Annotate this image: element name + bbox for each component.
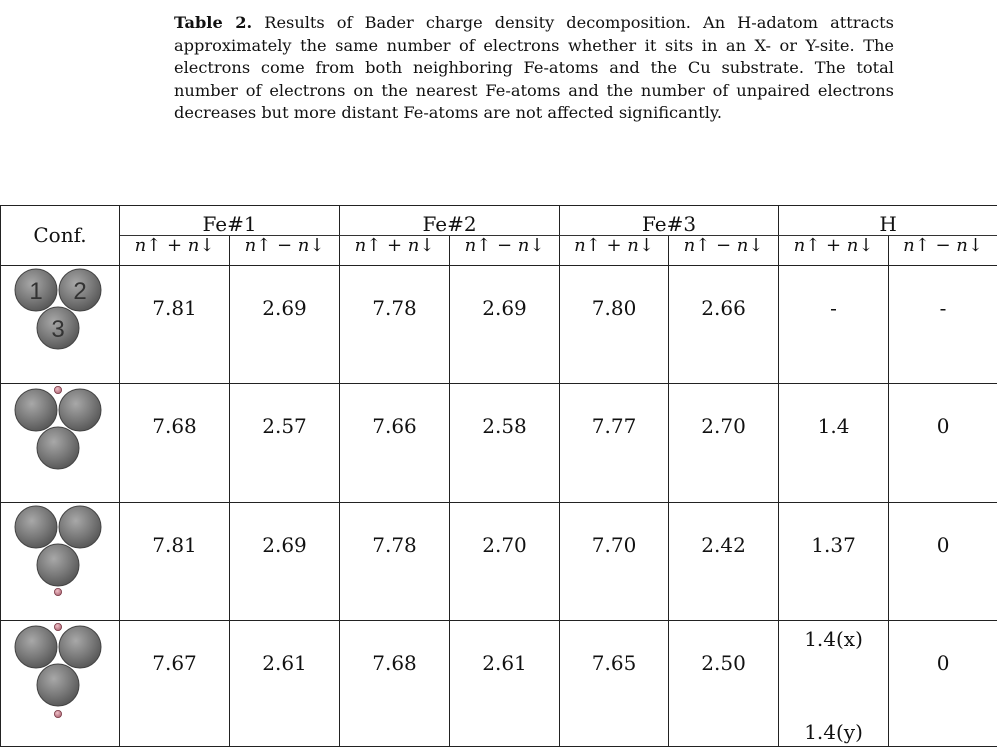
table-row: [1, 621, 997, 747]
sub-sum: n↑ + n↓: [560, 236, 669, 265]
cell: 2.58: [450, 384, 560, 502]
cell: 7.67: [120, 621, 230, 747]
sub-diff: n↑ − n↓: [450, 236, 560, 265]
header-h: H: [779, 206, 997, 236]
cell: 2.70: [450, 502, 560, 620]
fe-trimer-two-h-image: [14, 623, 106, 723]
cell: 1.37: [779, 502, 889, 620]
table-row: [1, 502, 997, 620]
table-caption: [174, 12, 894, 125]
sub-diff: n↑ − n↓: [669, 236, 779, 265]
cell: -: [889, 265, 997, 383]
cell: 0: [889, 502, 997, 620]
fe-trimer-h-top-image: [14, 386, 106, 472]
cell: 0: [889, 384, 997, 502]
sub-sum: n↑ + n↓: [120, 236, 230, 265]
bader-charge-table: [0, 205, 997, 747]
caption-label: Table 2.: [174, 13, 253, 32]
header-fe3: Fe#3: [560, 206, 779, 236]
cell: 7.80: [560, 265, 669, 383]
atom-label-2: 2: [73, 277, 87, 305]
cell: 7.68: [340, 621, 450, 747]
atom-label-1: 1: [29, 277, 43, 305]
header-conf: Conf.: [1, 206, 120, 266]
cell: 0: [889, 621, 997, 747]
sub-diff: n↑ − n↓: [889, 236, 997, 265]
cell: 2.61: [450, 621, 560, 747]
cell: 7.68: [120, 384, 230, 502]
cell: 1.4: [779, 384, 889, 502]
config-cell: [1, 265, 120, 383]
cell-h-y: 1.4(y): [804, 720, 863, 744]
cell: 2.70: [669, 384, 779, 502]
sub-sum: n↑ + n↓: [779, 236, 889, 265]
cell: 7.70: [560, 502, 669, 620]
table-row: [1, 384, 997, 502]
sub-diff: n↑ − n↓: [230, 236, 340, 265]
cell-h-split: [779, 621, 889, 747]
cell: 7.81: [120, 502, 230, 620]
atom-label-3: 3: [51, 315, 65, 343]
table-row: [1, 265, 997, 383]
cell: 7.78: [340, 265, 450, 383]
cell: 2.42: [669, 502, 779, 620]
cell: 7.66: [340, 384, 450, 502]
cell: 2.69: [230, 502, 340, 620]
fe-trimer-labeled-image: [14, 268, 106, 354]
cell: 2.61: [230, 621, 340, 747]
sub-sum: n↑ + n↓: [340, 236, 450, 265]
config-cell: [1, 384, 120, 502]
header-fe2: Fe#2: [340, 206, 560, 236]
config-cell: [1, 502, 120, 620]
cell: 2.69: [450, 265, 560, 383]
header-fe1: Fe#1: [120, 206, 340, 236]
cell: 7.81: [120, 265, 230, 383]
cell-h-x: 1.4(x): [804, 627, 863, 652]
cell: 2.50: [669, 621, 779, 747]
cell: 2.66: [669, 265, 779, 383]
cell: 7.77: [560, 384, 669, 502]
cell: 2.57: [230, 384, 340, 502]
config-cell: [1, 621, 120, 747]
cell: -: [779, 265, 889, 383]
cell: 7.65: [560, 621, 669, 747]
fe-trimer-h-bottom-image: [14, 505, 106, 601]
cell: 2.69: [230, 265, 340, 383]
caption-text: Results of Bader charge density decomposition. An H-adatom attracts approximately the same number of electrons whether it sits in an X- or Y-site. The electrons come from both neighboring Fe-atoms and the Cu substrate. The total number of electrons on the nearest Fe-atoms and the number of unpaired electrons decreases but more distant Fe-atoms are not affected significantly.: [174, 13, 894, 123]
cell: 7.78: [340, 502, 450, 620]
